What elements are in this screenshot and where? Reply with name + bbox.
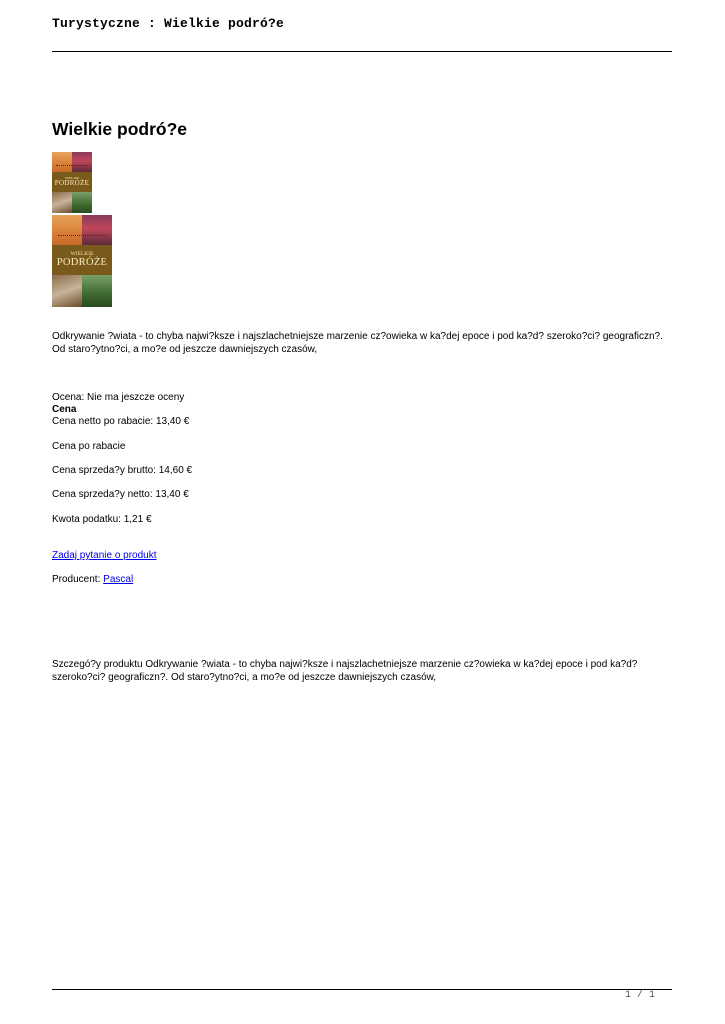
cover-title-line1: WIELKIE xyxy=(64,175,80,180)
book-cover-image[interactable] xyxy=(52,215,112,307)
price-heading: Cena xyxy=(52,404,77,415)
cover-title-line1: WIELKIE xyxy=(70,251,94,258)
header-divider xyxy=(52,51,672,52)
product-details: Szczegó?y produktu Odkrywanie ?wiata - to chyba najwi?ksze i najszlachetniejsze marzenie cz?owieka w ka?dej epoce i pod ka?d? szeroko?ci? geograficzn?. Od staro?ytno?ci, a mo?e od jeszcze dawniejszych czasów, xyxy=(52,659,638,683)
cover-title-line2: PODRÓŻE xyxy=(56,256,108,268)
price-after-discount: Cena po rabacie xyxy=(52,441,126,452)
book-cover-thumbnail[interactable] xyxy=(52,152,92,213)
producer-link[interactable]: Pascal xyxy=(103,574,134,585)
net-price-after-discount: Cena netto po rabacie: 13,40 € xyxy=(52,416,190,427)
net-sale-price: Cena sprzeda?y netto: 13,40 € xyxy=(52,489,189,500)
product-description: Odkrywanie ?wiata - to chyba najwi?ksze i najszlachetniejsze marzenie cz?owieka w ka?dej epoce i pod ka?d? szeroko?ci? geograficzn?. Od staro?ytno?ci, a mo?e od jeszcze dawniejszych czasów, xyxy=(52,331,663,355)
producer-line xyxy=(52,574,133,587)
ask-question-link[interactable]: Zadaj pytanie o produkt xyxy=(52,550,157,561)
document-header-title: Turystyczne : Wielkie podró?e xyxy=(52,16,285,31)
rating-text: Ocena: Nie ma jeszcze oceny xyxy=(52,392,185,403)
gross-sale-price: Cena sprzeda?y brutto: 14,60 € xyxy=(52,465,193,476)
producer-label: Producent: xyxy=(52,574,104,585)
page-number: 1 / 1 xyxy=(624,990,655,1001)
footer-divider xyxy=(52,989,672,990)
cover-title-line2: PODRÓŻE xyxy=(54,179,90,188)
tax-amount: Kwota podatku: 1,21 € xyxy=(52,514,152,525)
page-title: Wielkie podró?e xyxy=(52,119,188,139)
